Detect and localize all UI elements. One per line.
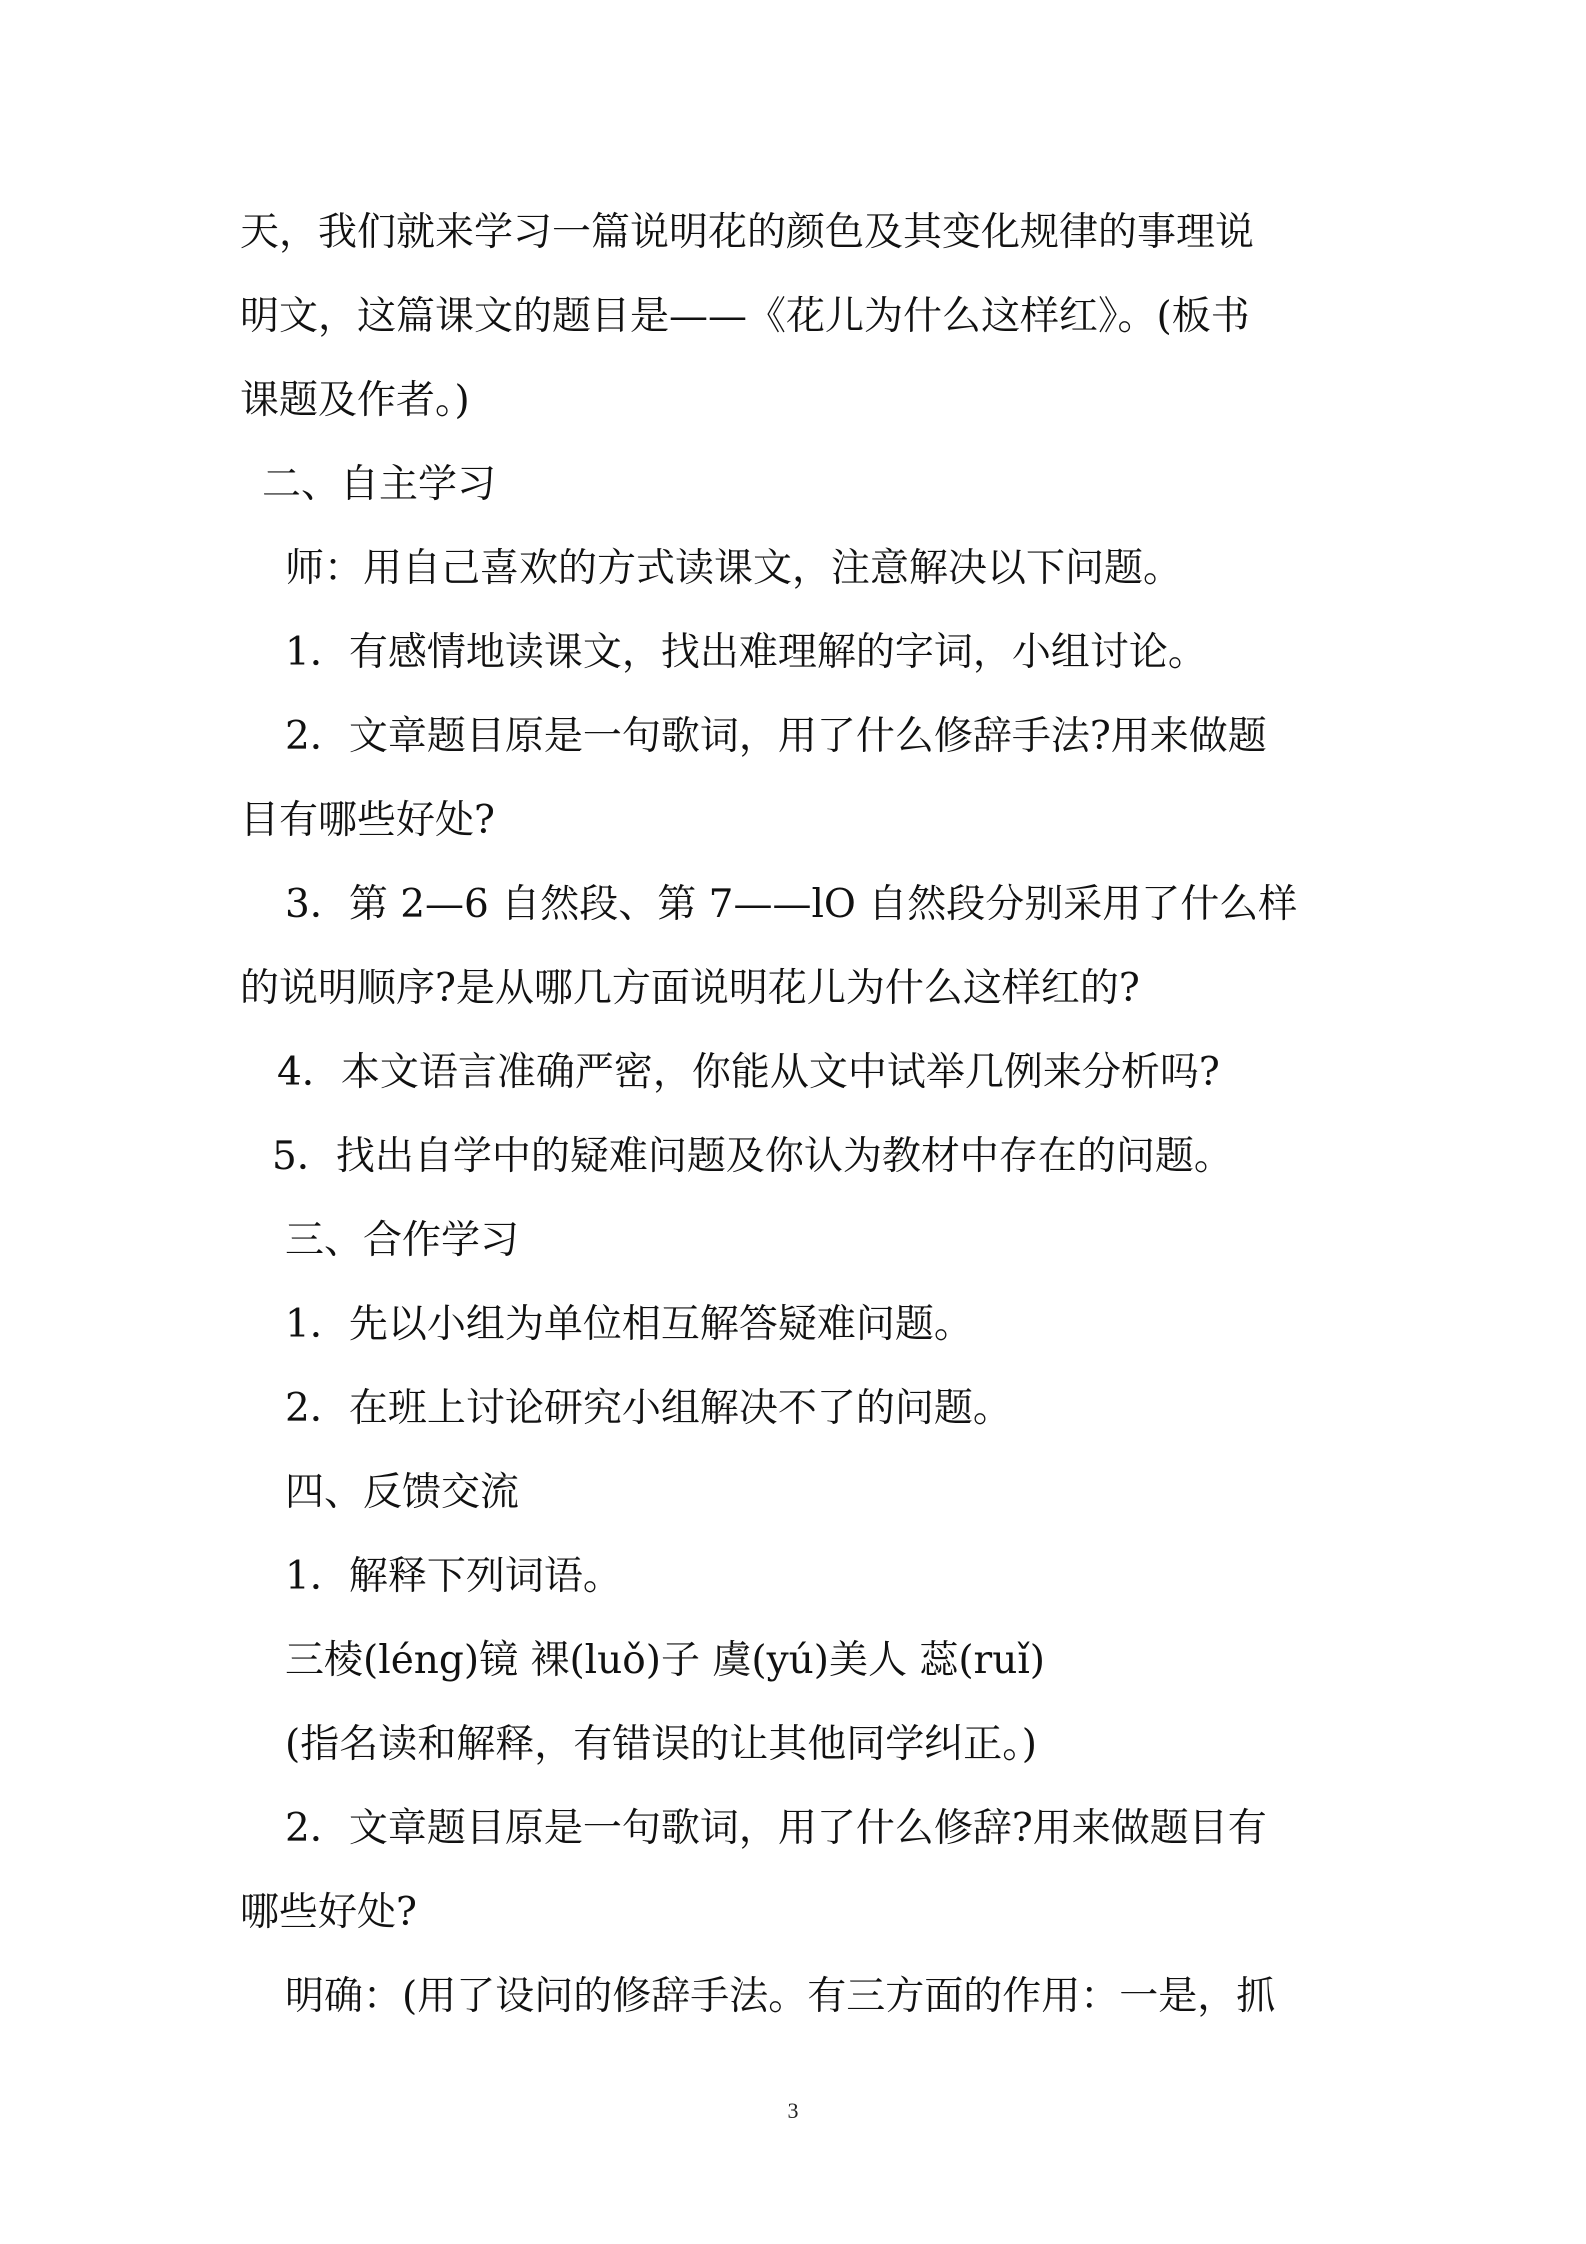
text-line: 明确：(用了设问的修辞手法。有三方面的作用：一是，抓 xyxy=(285,1974,1276,2019)
list-item: 1．解释下列词语。 xyxy=(285,1554,622,1599)
text-line: 目有哪些好处? xyxy=(240,798,495,843)
vocabulary-line: 三棱(léng)镜 裸(luǒ)子 虞(yú)美人 蕊(ruǐ) xyxy=(285,1638,1046,1683)
text-line: 课题及作者。) xyxy=(240,378,470,423)
text-line: (指名读和解释，有错误的让其他同学纠正。) xyxy=(285,1722,1037,1767)
list-item: 2．文章题目原是一句歌词，用了什么修辞?用来做题目有 xyxy=(285,1806,1267,1851)
list-item: 2．文章题目原是一句歌词，用了什么修辞手法?用来做题 xyxy=(285,714,1267,759)
section-heading: 三、合作学习 xyxy=(285,1218,520,1263)
list-item: 1．先以小组为单位相互解答疑难问题。 xyxy=(285,1302,973,1347)
section-heading: 四、反馈交流 xyxy=(285,1470,520,1515)
text-line: 的说明顺序?是从哪几方面说明花儿为什么这样红的? xyxy=(240,966,1140,1011)
list-item: 2．在班上讨论研究小组解决不了的问题。 xyxy=(285,1386,1012,1431)
section-heading: 二、自主学习 xyxy=(262,462,497,507)
list-item: 1．有感情地读课文，找出难理解的字词，小组讨论。 xyxy=(285,630,1207,675)
list-item: 4．本文语言准确严密，你能从文中试举几例来分析吗? xyxy=(277,1050,1220,1095)
list-item: 5．找出自学中的疑难问题及你认为教材中存在的问题。 xyxy=(272,1134,1233,1179)
text-line: 师：用自己喜欢的方式读课文，注意解决以下问题。 xyxy=(285,546,1183,591)
list-item: 3．第 2—6 自然段、第 7——lO 自然段分别采用了什么样 xyxy=(285,882,1298,927)
text-line: 天，我们就来学习一篇说明花的颜色及其变化规律的事理说 xyxy=(240,210,1255,255)
text-line: 哪些好处? xyxy=(240,1890,417,1935)
page-number: 3 xyxy=(787,2098,799,2123)
text-line: 明文，这篇课文的题目是——《花儿为什么这样红》。(板书 xyxy=(240,294,1250,339)
